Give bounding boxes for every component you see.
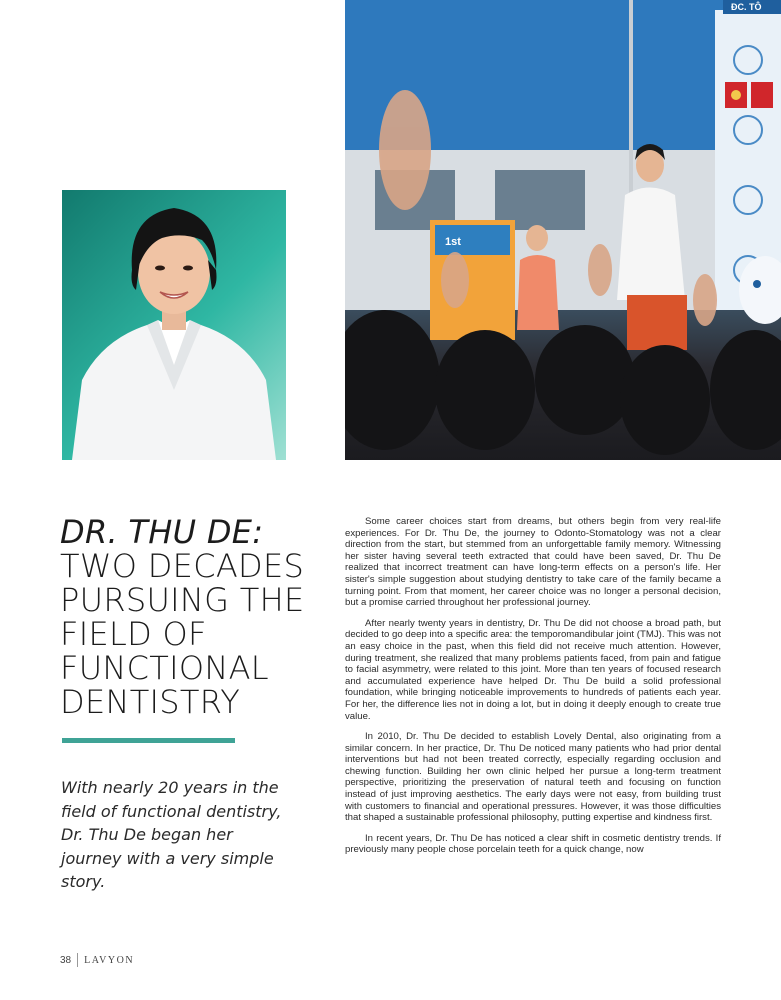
- article-title-subject: TWO DECADES PURSUING THE FIELD OF FUNCTIONAL DENTISTRY: [60, 547, 305, 721]
- article-body: [345, 516, 721, 865]
- page-footer: [60, 952, 134, 968]
- footer-divider: [77, 953, 78, 967]
- article-title-name: DR. THU DE:: [60, 513, 264, 551]
- magazine-name: LAVYON: [84, 954, 135, 966]
- portrait-illustration: [62, 190, 286, 460]
- accent-rule: [62, 738, 235, 743]
- article-title: [60, 515, 330, 719]
- body-paragraph: After nearly twenty years in dentistry, Dr. Thu De did not choose a broad path, but decided to go deep into a specific area: the temporomandibular joint (TMJ). This was not an easy choice in the past, when this field did not receive much attention. However, during treatment, she realized that many problems patients faced, from pain and fatigue to facial asymmetry, were related to this joint. More than ten years of focused research and accumulated experience have helped Dr. Thu De build a solid professional foundation, while bringing noticeable improvements to hundreds of patients each year. For her, the difference lies not in doing a lot, but in doing it deeply enough to create true value.: [345, 617, 721, 722]
- body-paragraph: In recent years, Dr. Thu De has noticed a clear shift in cosmetic dentistry trends. If previously many people chose porcelain teeth for a quick change, now: [345, 832, 721, 856]
- event-photo: [345, 0, 781, 460]
- body-paragraph: Some career choices start from dreams, but others begin from very real-life experiences. For Dr. Thu De, the journey to Odonto-Stomatology was not a clear direction from the start, but stemmed from an unforgettable family memory. Witnessing her sister having several teeth extracted that could have been saved, Dr. Thu De realized that incorrect treatment can have long-term effects on a person's life. Her sister's simple suggestion about studying dentistry to take care of the family became a turning point. From that moment, her career choice was no longer a personal decision, but a promise carried throughout her professional journey.: [345, 516, 721, 609]
- page-number: 38: [60, 954, 72, 966]
- banner-text: 1st: [445, 236, 461, 248]
- portrait-photo: [62, 190, 286, 460]
- event-illustration: [345, 0, 781, 460]
- article-lede: With nearly 20 years in the field of functional dentistry, Dr. Thu De began her journey with a very simple story.: [61, 778, 282, 891]
- body-paragraph: In 2010, Dr. Thu De decided to establish Lovely Dental, also originating from a similar concern. In her practice, Dr. Thu De noticed many patients who had prior dental interventions but had not been treated correctly, especially regarding occlusion and chewing function. Building her own clinic helped her pursue a long-term treatment perspective, prioritizing the preservation of natural teeth and focusing on function instead of just improving aesthetics. The early days were not easy, from building trust with customers to financial and operational pressures. However, it was those difficulties that shaped a sustainable professional philosophy, putting expertise and kindness first.: [345, 731, 721, 824]
- building-sign: ĐC. TÔ: [731, 2, 762, 12]
